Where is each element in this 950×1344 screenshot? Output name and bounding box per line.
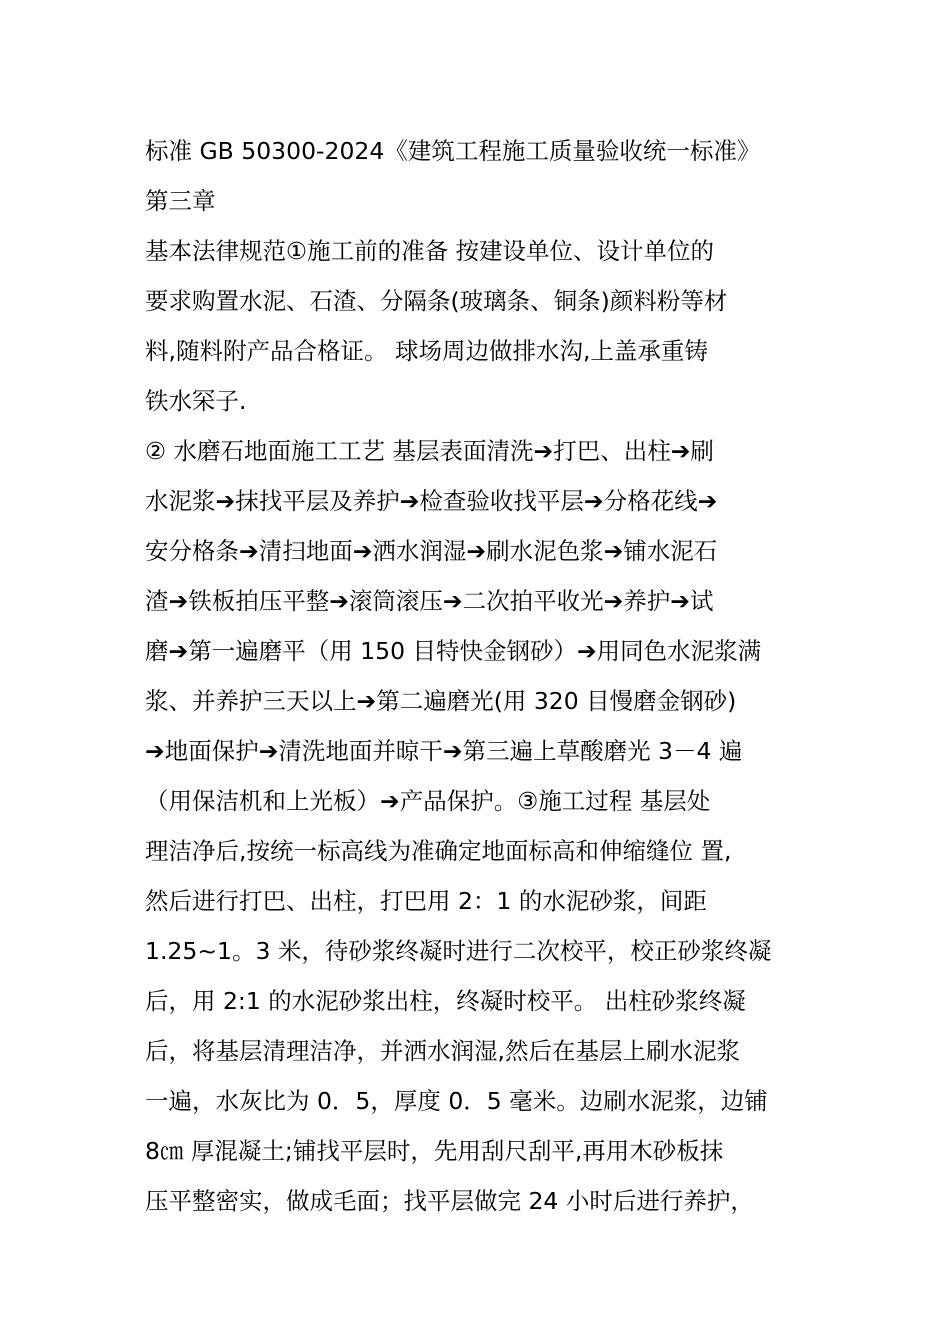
text-line: 后，将基层清理洁净，并洒水润湿,然后在基层上刷水泥浆 — [145, 1037, 740, 1065]
text-line: 压平整密实，做成毛面；找平层做完 24 小时后进行养护， — [145, 1187, 754, 1215]
text-line: 理洁净后,按统一标高线为准确定地面标高和伸缩缝位 置, — [145, 837, 732, 865]
text-line: 基本法律规范①施工前的准备 按建设单位、设计单位的 — [145, 237, 715, 265]
text-line: 第三章 — [145, 187, 216, 215]
text-line: 安分格条➔清扫地面➔洒水润湿➔刷水泥色浆➔铺水泥石 — [145, 537, 718, 565]
text-line: 后，用 2:1 的水泥砂浆出柱，终凝时校平。 出柱砂浆终凝 — [145, 987, 746, 1015]
text-line: 水泥浆➔抹找平层及养护➔检查验收找平层➔分格花线➔ — [145, 487, 718, 515]
text-line: 然后进行打巴、出柱，打巴用 2：1 的水泥砂浆，间距 — [145, 887, 707, 915]
text-line: 要求购置水泥、石渣、分隔条(玻璃条、铜条)颜料粉等材 — [145, 287, 728, 315]
text-line: 磨➔第一遍磨平（用 150 目特快金钢砂）➔用同色水泥浆满 — [145, 637, 762, 665]
text-line: 浆、并养护三天以上➔第二遍磨光(用 320 目慢磨金钢砂) — [145, 687, 737, 715]
text-line: ➔地面保护➔清洗地面并晾干➔第三遍上草酸磨光 3－4 遍 — [145, 737, 743, 765]
text-line: 标准 GB 50300-2024《建筑工程施工质量验收统一标准》 — [145, 137, 761, 165]
text-line: （用保洁机和上光板）➔产品保护。③施工过程 基层处 — [145, 787, 711, 815]
document-body — [145, 126, 813, 1226]
text-line: 渣➔铁板拍压平整➔滚筒滚压➔二次拍平收光➔养护➔试 — [145, 587, 714, 615]
text-line: 一遍，水灰比为 0．5，厚度 0．5 毫米。边刷水泥浆，边铺 — [145, 1087, 768, 1115]
text-line: ② 水磨石地面施工工艺 基层表面清洗➔打巴、出柱➔刷 — [145, 437, 714, 465]
text-line: 1.25~1。3 米，待砂浆终凝时进行二次校平，校正砂浆终凝 — [145, 937, 772, 965]
text-line: 料,随料附产品合格证。 球场周边做排水沟,上盖承重铸 — [145, 337, 708, 365]
text-line: 8㎝ 厚混凝土;铺找平层时，先用刮尺刮平,再用木砂板抹 — [145, 1137, 724, 1165]
text-line: 铁水罙子. — [145, 387, 247, 415]
